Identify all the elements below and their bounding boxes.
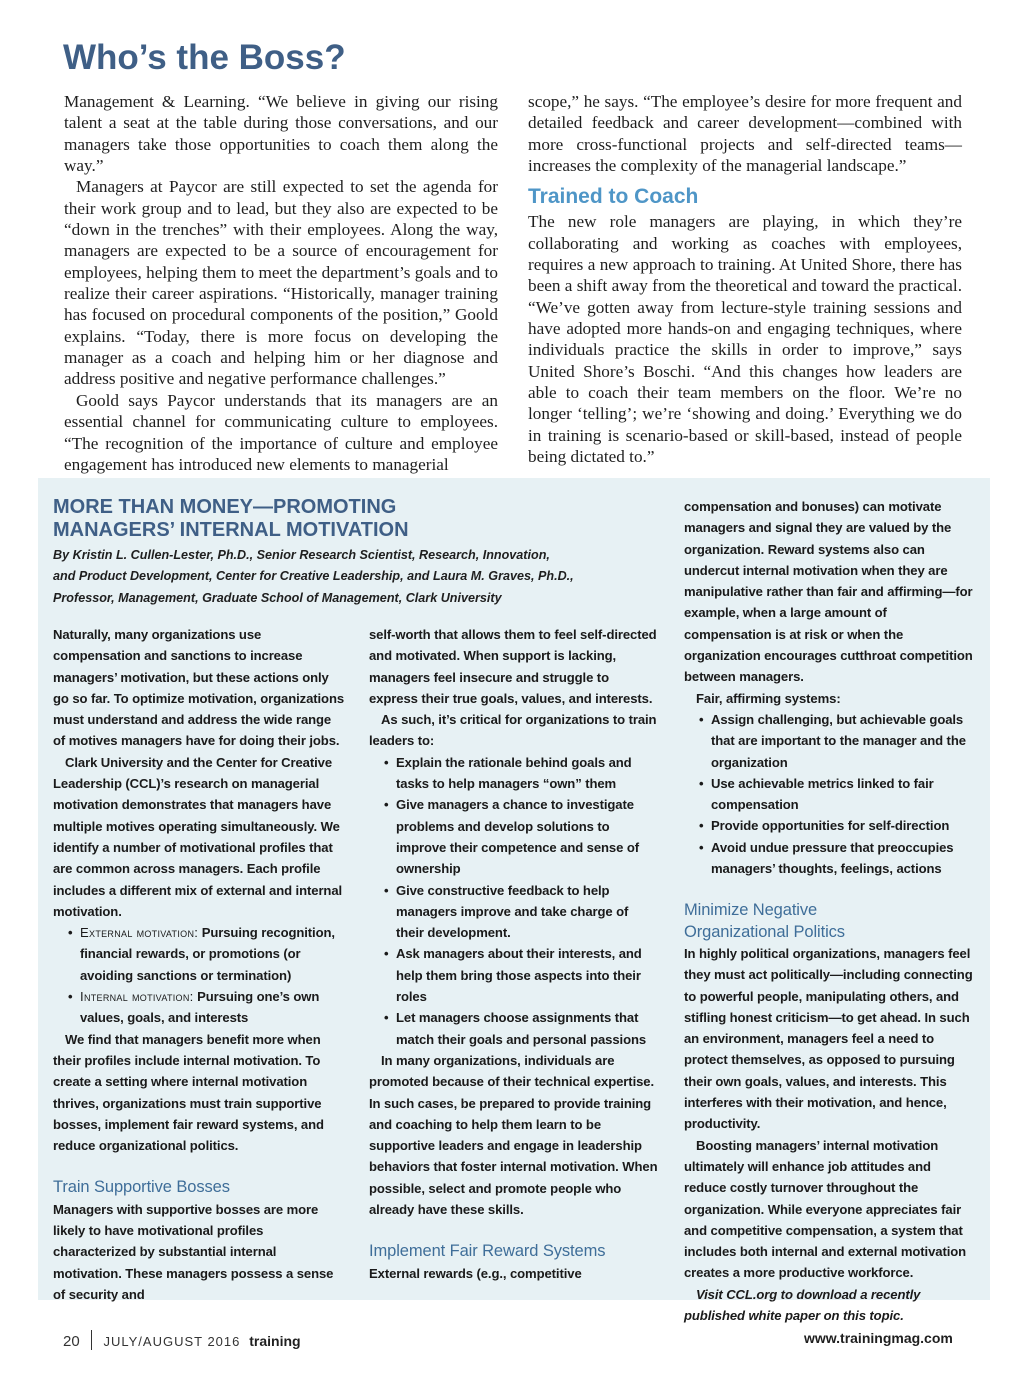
- list-item: • Use achievable metrics linked to fair compensation: [684, 773, 976, 816]
- sidebar-column-3: [684, 496, 976, 1326]
- list-item: • External motivation: Pursuing recognition, financial rewards, or promotions (or avoiding sanctions or termination): [53, 922, 345, 986]
- sidebar-paragraph: In many organizations, individuals are promoted because of their technical expertise. In such cases, be prepared to provide training and coaching to help them learn to be supportive leaders and engage in leadership behaviors that foster internal motivation. When possible, select and promote people who already have these skills.: [369, 1052, 658, 1218]
- article-paragraph: scope,” he says. “The employee’s desire for more frequent and detailed feedback and career development—combined with more cross-functional projects and self-directed teams—increases the complexity of the managerial landscape.”: [528, 92, 962, 176]
- train-leaders-list: [369, 752, 659, 1050]
- sidebar-paragraph: Managers with supportive bosses are more likely to have motivational profiles characterized by substantial internal motivation. These managers possess a sense of security and: [53, 1201, 334, 1302]
- list-item: • Ask managers about their interests, and help them bring those aspects into their roles: [369, 943, 659, 1007]
- fair-systems-list: [684, 709, 976, 879]
- article-paragraph: Goold says Paycor understands that its managers are an essential channel for communicating culture to employees. “The recognition of the importance of culture and employee engagement has introduced new elements to managerial: [64, 390, 498, 474]
- article-paragraph: Managers at Paycor are still expected to set the agenda for their work group and to lead, but they also are expected to be “down in the trenches” with their employees. Along the way, managers are expected to be a source of encouragement for employees, helping them to meet the department’s goals and to realize their career aspirations. “Historically, manager training has focused on procedural components of the position,” Goold explains. “Today, there is more focus on developing the manager as a coach and helping him or her diagnose and address positive and negative performance challenges.”: [64, 177, 498, 389]
- sidebar-column-1: [53, 624, 345, 1305]
- page-number: 20: [63, 1333, 80, 1350]
- sidebar-paragraph: External rewards (e.g., competitive: [369, 1265, 582, 1281]
- sidebar-paragraph: In highly political organizations, managers feel they must act politically—including connecting to powerful people, manipulating others, and stifling honest criticism—to get ahead. In such an environment, managers feel a need to protect themselves, as opposed to pursuing their own goals, values, and interests. This interferes with their motivation, and hence, productivity.: [684, 945, 973, 1132]
- list-item: • Avoid undue pressure that preoccupies managers’ thoughts, feelings, actions: [684, 837, 976, 880]
- sidebar-paragraph: self-worth that allows them to feel self-directed and motivated. When support is lacking, managers feel insecure and struggle to express their true goals, values, and interests.: [369, 627, 657, 706]
- sidebar-paragraph: Fair, affirming systems:: [696, 690, 841, 706]
- sidebar-paragraph: Boosting managers’ internal motivation ultimately will enhance job attitudes and reduce costly turnover throughout the organization. While everyone appreciates fair and competitive compensation, a system that includes both internal and external motivation creates a more productive workforce.: [684, 1137, 967, 1281]
- article-right-column: [528, 91, 962, 468]
- article-left-column: [64, 91, 498, 475]
- sidebar-byline: By Kristin L. Cullen-Lester, Ph.D., Senior Research Scientist, Research, Innovation, and Product Development, Center for Creative Leadership, and Laura M. Graves, Ph.D., Professor, Management, Graduate School of Management, Clark University: [53, 548, 574, 605]
- list-item: • Internal motivation: Pursuing one’s own values, goals, and interests: [53, 986, 345, 1029]
- sidebar-paragraph: compensation and bonuses) can motivate managers and signal they are valued by the organization. Reward systems also can undercut internal motivation when they are manipulative rather than fair and affirming—for example, when a large amount of compensation is at risk or when the organization encourages cutthroat competition between managers.: [684, 499, 973, 685]
- page-footer-left: [63, 1330, 301, 1350]
- sidebar-paragraph: Visit CCL.org to download a recently published white paper on this topic.: [684, 1286, 921, 1323]
- list-item: • Provide opportunities for self-direction: [684, 815, 976, 836]
- magazine-url[interactable]: www.trainingmag.com: [804, 1330, 953, 1346]
- sidebar-paragraph: Clark University and the Center for Creative Leadership (CCL)’s research on managerial motivation demonstrates that managers have multiple motives operating simultaneously. We identify a number of motivational profiles that are common across managers. Each profile includes a different mix of external and internal motivation.: [53, 754, 343, 919]
- article-paragraph: The new role managers are playing, in which they’re collaborating and working as coaches with employees, requires a new approach to training. At United Shore, there has been a shift away from the theoretical and toward the practical. “We’ve gotten away from lecture-style training sessions and have adopted more hands-on and engaging techniques, where individuals practice the skills in order to improve,” says United Shore’s Boschi. “And this changes how leaders are able to coach their team members on the floor. We’re no longer ‘telling’; we’re ‘showing and doing.’ Everything we do in training is scenario-based or skill-based, instead of people being dictated to.”: [528, 212, 962, 467]
- section-heading-minimize-negative-politics: Minimize Negative Organizational Politics: [684, 901, 845, 941]
- article-paragraph: Management & Learning. “We believe in giving our rising talent a seat at the table during those conversations, and our managers take those opportunities to coach them along the way.”: [64, 92, 498, 176]
- section-heading-implement-fair-reward-systems: Implement Fair Reward Systems: [369, 1242, 606, 1261]
- motivation-list: [53, 922, 345, 1028]
- sidebar-paragraph: Naturally, many organizations use compensation and sanctions to increase managers’ motivation, but these actions only go so far. To optimize motivation, organizations must understand and address the wide range of motives managers have for doing their jobs.: [53, 627, 345, 749]
- list-item: • Let managers choose assignments that match their goals and personal passions: [369, 1007, 659, 1050]
- magazine-name: training: [249, 1333, 301, 1349]
- sidebar-title: MORE THAN MONEY—PROMOTING MANAGERS’ INTERNAL MOTIVATION: [53, 496, 409, 541]
- footer-divider: [91, 1330, 92, 1350]
- list-item: • Assign challenging, but achievable goals that are important to the manager and the organization: [684, 709, 976, 773]
- page-title: Who’s the Boss?: [63, 38, 346, 77]
- issue-date: JULY/AUGUST 2016: [103, 1334, 241, 1349]
- sidebar-paragraph: As such, it’s critical for organizations to train leaders to:: [369, 712, 657, 749]
- list-item: • Give constructive feedback to help managers improve and take charge of their development.: [369, 880, 659, 944]
- sidebar-paragraph: We find that managers benefit more when their profiles include internal motivation. To create a setting where internal motivation thrives, organizations must train supportive bosses, implement fair reward systems, and reduce organizational politics.: [53, 1031, 324, 1154]
- list-item: • Give managers a chance to investigate problems and develop solutions to improve their competence and sense of ownership: [369, 794, 659, 879]
- sidebar-column-2: [369, 624, 659, 1284]
- section-heading-trained-to-coach: Trained to Coach: [528, 185, 699, 209]
- section-heading-train-supportive-bosses: Train Supportive Bosses: [53, 1178, 230, 1197]
- list-item: • Explain the rationale behind goals and tasks to help managers “own” them: [369, 752, 659, 795]
